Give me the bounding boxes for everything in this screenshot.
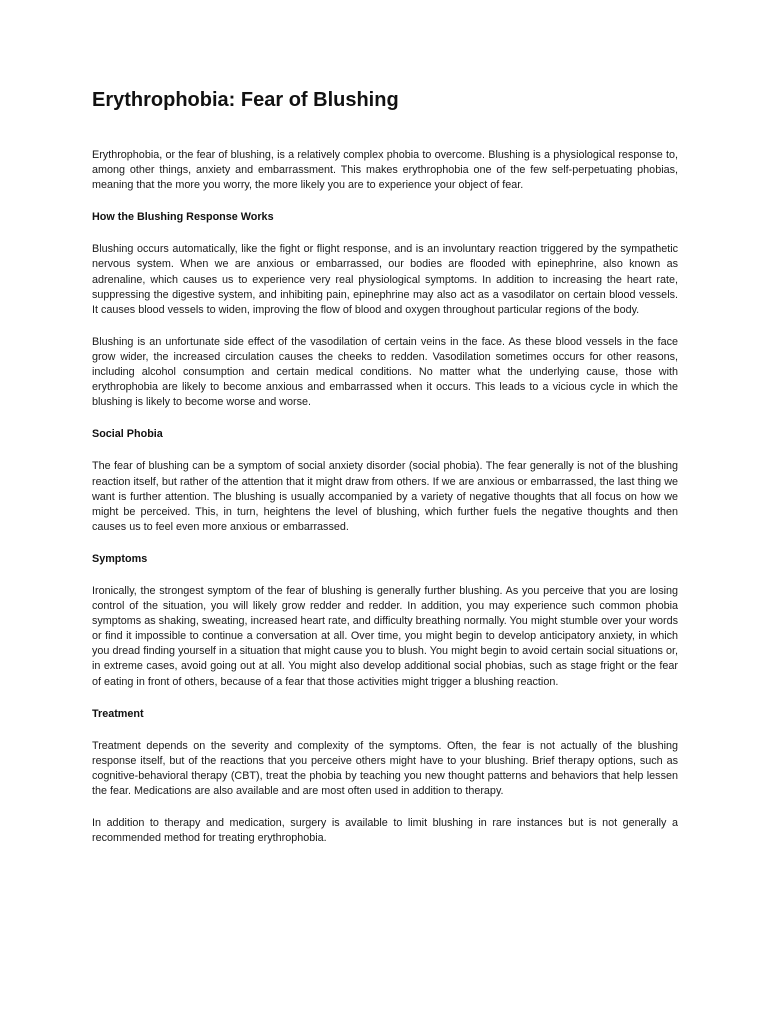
- section-heading: Treatment: [92, 707, 144, 720]
- section-paragraph: Ironically, the strongest symptom of the fear of blushing is generally further blushing. As you perceive that you are losing control of the situation, you will likely grow redder and redder. In addition, you may experience such common phobia symptoms as shaking, sweating, increased heart rate, and difficulty breathing normally. You might stumble over your words or find it impossible to continue a conversation at all. Over time, you might begin to develop anticipatory anxiety, in which you dread finding yourself in a situation that might cause you to blush. You might begin to avoid certain social situations or, in extreme cases, avoid going out at all. You might also develop additional social phobias, such as stage fright or the fear of eating in front of others, because of a fear that those activities might trigger a blushing reaction.: [92, 584, 678, 688]
- section-paragraph: Blushing occurs automatically, like the fight or flight response, and is an involuntary reaction triggered by the sympathetic nervous system. When we are anxious or embarrassed, our bodies are flooded with epinephrine, also known as adrenaline, which causes us to experience very real physiological symptoms. In addition to increasing the heart rate, suppressing the digestive system, and inhibiting pain, epinephrine may also act as a vasodilator on certain blood vessels. It causes blood vessels to widen, improving the flow of blood and oxygen throughout particular regions of the body.: [92, 243, 678, 316]
- section-social-phobia: [92, 427, 678, 535]
- section-how-blushing-works: [92, 210, 678, 410]
- section-paragraph: In addition to therapy and medication, surgery is available to limit blushing in rare instances but is not generally a recommended method for treating erythrophobia.: [92, 817, 678, 845]
- section-paragraph: Treatment depends on the severity and complexity of the symptoms. Often, the fear is not actually of the blushing response itself, but of the reactions that you perceive others might have to your blushing. Brief therapy options, such as cognitive-behavioral therapy (CBT), treat the phobia by teaching you new thought patterns and behaviors that help lessen the fear. Medications are also available and are most often used in addition to therapy.: [92, 739, 678, 797]
- section-paragraph: The fear of blushing can be a symptom of social anxiety disorder (social phobia). The fear generally is not of the blushing reaction itself, but rather of the attention that it might draw from others. If we are anxious or embarrassed, the last thing we want is further attention. The blushing is usually accompanied by a variety of negative thoughts that all focus on how we might be perceived. This, in turn, heightens the level of blushing, which further fuels the negative thoughts and then causes us to feel even more anxious or embarrassed.: [92, 460, 678, 533]
- document-page: [92, 86, 678, 863]
- section-symptoms: [92, 552, 678, 690]
- section-heading: Social Phobia: [92, 428, 163, 441]
- section-heading: How the Blushing Response Works: [92, 211, 274, 224]
- section-paragraph: Blushing is an unfortunate side effect of the vasodilation of certain veins in the face. As these blood vessels in the face grow wider, the increased circulation causes the cheeks to redden. Vasodilation sometimes occurs for other reasons, including alcohol consumption and certain medical conditions. No matter what the underlying cause, those with erythrophobia are likely to become anxious and embarrassed when it occurs. This leads to a vicious cycle in which the blushing is likely to become worse and worse.: [92, 335, 678, 409]
- section-heading: Symptoms: [92, 552, 148, 565]
- intro-paragraph: Erythrophobia, or the fear of blushing, is a relatively complex phobia to overcome. Blushing is a physiological response to, among other things, anxiety and embarrassment. This makes erythrophobia one of the few self-perpetuating phobias, meaning that the more you worry, the more likely you are to experience your object of fear.: [92, 149, 678, 192]
- section-treatment: [92, 707, 678, 847]
- document-title: Erythrophobia: Fear of Blushing: [92, 89, 399, 111]
